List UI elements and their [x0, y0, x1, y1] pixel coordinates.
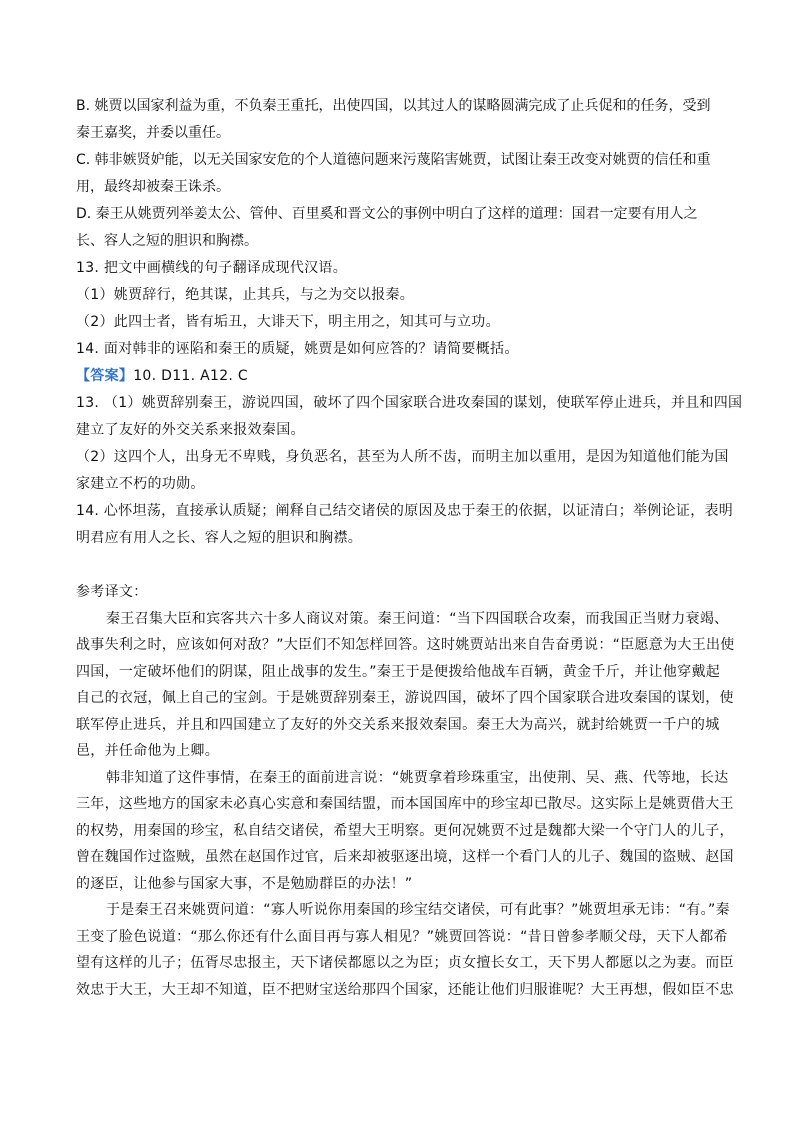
- translation-line: 邑，并任命他为上卿。: [76, 743, 219, 759]
- question-13-sentence-1: （1）姚贾辞行，绝其谋，止其兵，与之为交以报秦。: [76, 287, 415, 303]
- translation-line: 望有这样的儿子；伍胥尽忠报主，天下诸侯都愿以之为臣；贞女擅长女工，天下男人都愿以之为妻。而臣: [76, 955, 734, 971]
- option-c-line-1: C. 韩非嫉贤妒能，以无关国家安危的个人道德问题来污蔑陷害姚贾，试图让秦王改变对姚贾的信任和重: [76, 152, 711, 168]
- question-13-sentence-2: （2）此四士者，皆有垢丑，大诽天下，明主用之，知其可与立功。: [76, 314, 500, 330]
- answer-tag: 【答案】: [76, 368, 134, 384]
- question-14-title: 14. 面对韩非的诬陷和秦王的质疑，姚贾是如何应答的？请简要概括。: [76, 341, 519, 357]
- answer-14-line-2: 明君应有用人之长、容人之短的胆识和胸襟。: [76, 530, 362, 546]
- translation-line: 曾在魏国作过盗贼，虽然在赵国作过官，后来却被驱逐出境，这样一个看门人的儿子、魏国的盗贼、赵国: [76, 849, 734, 865]
- answer-choices: 10. D11. A12. C: [133, 368, 248, 384]
- translation-section: [76, 579, 735, 1003]
- translation-line: 秦王召集大臣和宾客共六十多人商议对策。秦王问道：“当下四国联合攻秦，而我国正当财力衰竭、: [106, 610, 729, 627]
- answer-line: [76, 363, 726, 390]
- translation-line: 效忠于大王，大王却不知道，臣不把财宝送给那四个国家，还能让他们归服谁呢？大王再想，假如臣不忠: [76, 981, 734, 998]
- translation-line: 韩非知道了这件事情，在秦王的面前进言说：“姚贾拿着珍珠重宝，出使荆、吴、燕、代等地，长达: [106, 769, 729, 786]
- answer-13-2-line-2: 家建立不朽的功勋。: [76, 476, 205, 492]
- translation-line: 自己的衣冠，佩上自己的宝剑。于是姚贾辞别秦王，游说四国，破坏了四个国家联合进攻秦国的谋划，使: [76, 690, 734, 706]
- option-b-line-1: B. 姚贾以国家利益为重，不负秦王重托，出使四国，以其过人的谋略圆满完成了止兵促和的任务，受到: [76, 98, 711, 114]
- option-d-line-2: 长、容人之短的胆识和胸襟。: [76, 233, 258, 249]
- translation-line: 三年，这些地方的国家未必真心实意和秦国结盟，而本国国库中的珍宝却已散尽。这实际上是姚贾借大王: [76, 796, 734, 812]
- translation-line: 联军停止进兵，并且和四国建立了友好的外交关系来报效秦国。秦王大为高兴，就封给姚贾一千户的城: [76, 716, 720, 733]
- option-d-line-1: D. 秦王从姚贾列举姜太公、管仲、百里奚和晋文公的事例中明白了这样的道理：国君一定要有用人之: [76, 206, 698, 222]
- translation-line: 战事失利之时，应该如何对敌？”大臣们不知怎样回答。这时姚贾站出来自告奋勇说：“臣愿意为大王出使: [76, 637, 735, 653]
- translation-line: 于是秦王召来姚贾问道：“寡人听说你用秦国的珍宝结交诸侯，可有此事？”姚贾坦承无讳：“有。”秦: [106, 902, 730, 918]
- answer-13-2-line-1: （2）这四个人，出身无不卑贱，身负恶名，甚至为人所不齿，而明主加以重用，是因为知道他们能为国: [76, 449, 729, 465]
- option-c-line-2: 用，最终却被秦王诛杀。: [76, 179, 230, 195]
- translation-heading: 参考译文：: [76, 584, 148, 600]
- document-body: [76, 93, 743, 1003]
- answer-13-1-line-2: 建立了友好的外交关系来报效秦国。: [76, 422, 305, 438]
- translation-line: 的逐臣，让他参与国家大事，不是勉励群臣的办法！”: [76, 875, 413, 892]
- section-spacer: [76, 552, 726, 579]
- answer-14-line-1: 14. 心怀坦荡，直接承认质疑；阐释自己结交诸侯的原因及忠于秦王的依据，以证清白；举例论证，表明: [76, 503, 734, 519]
- translation-line: 四国，一定破坏他们的阴谋，阻止战事的发生。”秦王于是便拨给他战车百辆，黄金千斤，并让他穿戴起: [76, 663, 721, 680]
- translation-line: 的权势，用秦国的珍宝，私自结交诸侯，希望大王明察。更何况姚贾不过是魏都大梁一个守门人的儿子，: [76, 822, 734, 839]
- translation-line: 王变了脸色说道：“那么你还有什么面目再与寡人相见？”姚贾回答说：“昔日曾参孝顺父母，天下人都希: [76, 928, 728, 945]
- answer-13-1-line-1: 13. （1）姚贾辞别秦王，游说四国，破坏了四个国家联合进攻秦国的谋划，使联军停止进兵，并且和四国: [76, 395, 743, 411]
- option-b-line-2: 秦王嘉奖，并委以重任。: [76, 125, 230, 141]
- question-13-title: 13. 把文中画横线的句子翻译成现代汉语。: [76, 260, 348, 276]
